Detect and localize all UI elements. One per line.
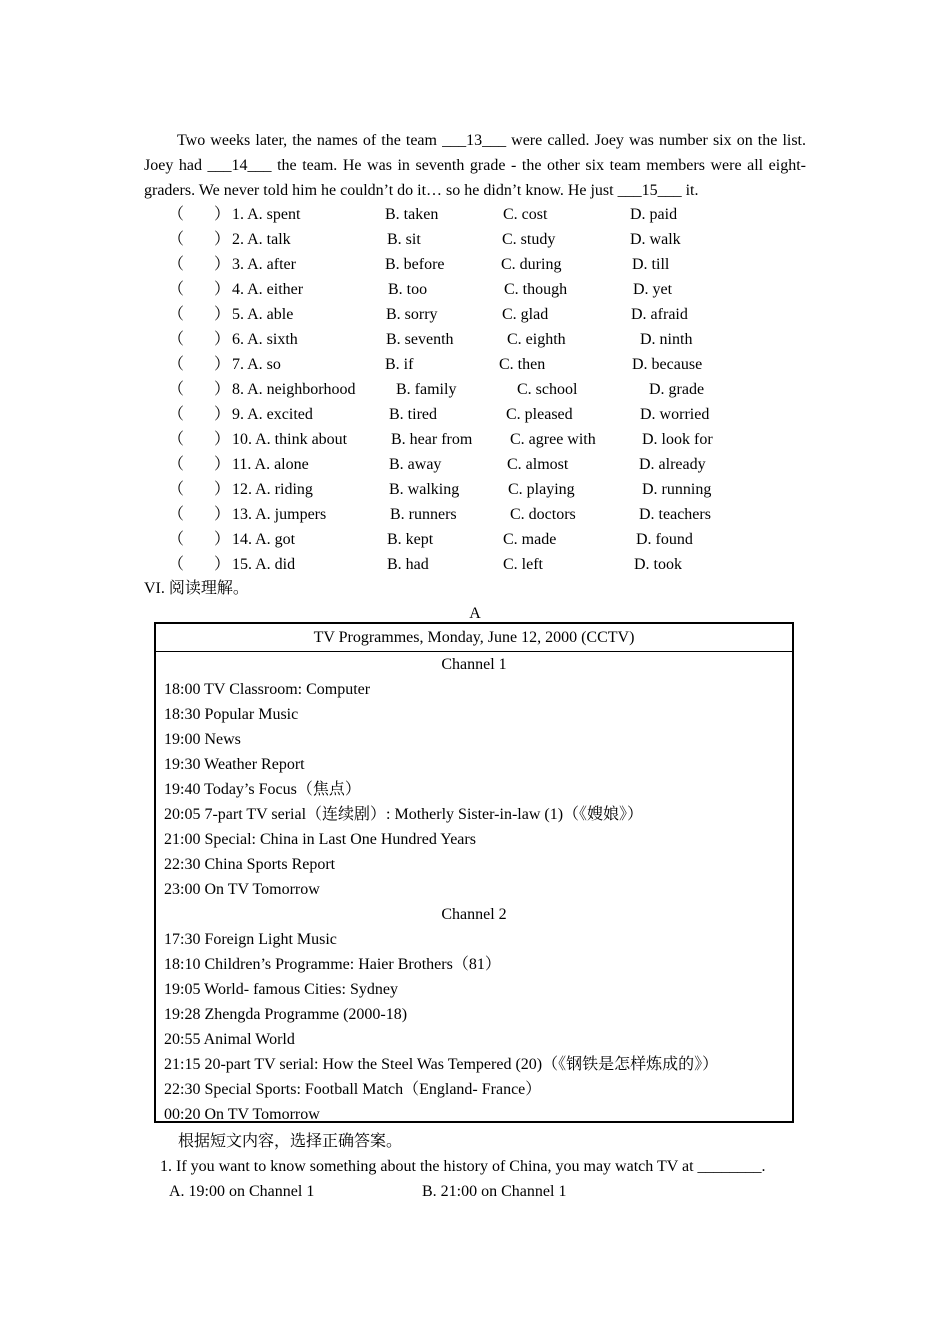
option-a: 11. A. alone xyxy=(232,456,309,473)
option-b: B. kept xyxy=(387,531,434,548)
programme-item: 23:00 On TV Tomorrow xyxy=(164,881,320,898)
left-paren: （ xyxy=(168,556,185,573)
option-d: D. worried xyxy=(640,406,710,423)
programme-item: 19:05 World- famous Cities: Sydney xyxy=(164,981,398,998)
programme-item: 20:05 7-part TV serial（连续剧）: Motherly Sister-in-law (1)（《嫂娘》） xyxy=(164,806,644,823)
channel-1-list xyxy=(156,677,792,902)
programme-item: 19:00 News xyxy=(164,731,241,748)
question-row xyxy=(0,402,950,427)
option-b: B. taken xyxy=(385,206,439,223)
question-row xyxy=(0,477,950,502)
option-b: B. too xyxy=(388,281,428,298)
option-d: D. already xyxy=(639,456,706,473)
question-row xyxy=(0,502,950,527)
option-b: B. hear from xyxy=(391,431,473,448)
option-d: D. look for xyxy=(642,431,713,448)
right-paren: ） xyxy=(214,281,231,298)
channel-1-title: Channel 1 xyxy=(441,656,507,673)
option-d: D. paid xyxy=(630,206,678,223)
option-b: B. 21:00 on Channel 1 xyxy=(422,1183,567,1200)
option-c: C. doctors xyxy=(510,506,576,523)
option-a: 12. A. riding xyxy=(232,481,313,498)
option-a: 8. A. neighborhood xyxy=(232,381,356,398)
programme-item: 19:30 Weather Report xyxy=(164,756,305,773)
left-paren: （ xyxy=(168,306,185,323)
option-c: C. study xyxy=(502,231,556,248)
option-d: D. because xyxy=(632,356,703,373)
question-row xyxy=(0,202,950,227)
left-paren: （ xyxy=(168,356,185,373)
right-paren: ） xyxy=(214,456,231,473)
right-paren: ） xyxy=(214,481,231,498)
option-c: C. playing xyxy=(508,481,575,498)
option-a: 5. A. able xyxy=(232,306,294,323)
right-paren: ） xyxy=(214,406,231,423)
programme-item: 19:40 Today’s Focus（焦点） xyxy=(164,781,361,798)
option-a: 3. A. after xyxy=(232,256,296,273)
question-row xyxy=(0,227,950,252)
option-d: D. afraid xyxy=(631,306,688,323)
programme-item: 18:00 TV Classroom: Computer xyxy=(164,681,371,698)
question-row xyxy=(0,427,950,452)
option-a: 14. A. got xyxy=(232,531,296,548)
option-d: D. yet xyxy=(633,281,673,298)
question-row xyxy=(0,277,950,302)
left-paren: （ xyxy=(168,406,185,423)
option-d: D. teachers xyxy=(639,506,711,523)
left-paren: （ xyxy=(168,281,185,298)
option-b: B. runners xyxy=(390,506,457,523)
programme-item: 20:55 Animal World xyxy=(164,1031,295,1048)
left-paren: （ xyxy=(168,531,185,548)
option-d: D. till xyxy=(632,256,670,273)
channel-2-title: Channel 2 xyxy=(441,906,507,923)
programme-item: 00:20 On TV Tomorrow xyxy=(164,1106,320,1123)
left-paren: （ xyxy=(168,256,185,273)
option-c: C. eighth xyxy=(507,331,566,348)
question-row xyxy=(0,352,950,377)
option-d: D. grade xyxy=(649,381,705,398)
left-paren: （ xyxy=(168,381,185,398)
question-row xyxy=(0,327,950,352)
programme-item: 21:00 Special: China in Last One Hundred Years xyxy=(164,831,476,848)
option-a: 13. A. jumpers xyxy=(232,506,327,523)
option-b: B. seventh xyxy=(386,331,454,348)
option-c: C. agree with xyxy=(510,431,596,448)
option-b: B. family xyxy=(396,381,457,398)
question-row xyxy=(0,527,950,552)
option-d: D. ninth xyxy=(640,331,693,348)
right-paren: ） xyxy=(214,331,231,348)
right-paren: ） xyxy=(214,306,231,323)
option-b: B. sit xyxy=(387,231,421,248)
right-paren: ） xyxy=(214,206,231,223)
channel-2-list xyxy=(156,927,792,1127)
question-row xyxy=(0,252,950,277)
right-paren: ） xyxy=(214,381,231,398)
section-title: VI. 阅读理解。 xyxy=(144,580,249,597)
passage-label: A xyxy=(469,605,481,622)
option-d: D. took xyxy=(634,556,682,573)
left-paren: （ xyxy=(168,506,185,523)
programme-item: 21:15 20-part TV serial: How the Steel Was Tempered (20)（《钢铁是怎样炼成的》） xyxy=(164,1056,719,1073)
left-paren: （ xyxy=(168,231,185,248)
option-b: B. walking xyxy=(389,481,460,498)
programme-item: 18:30 Popular Music xyxy=(164,706,299,723)
option-c: C. left xyxy=(503,556,543,573)
option-a: 7. A. so xyxy=(232,356,281,373)
programme-item: 22:30 China Sports Report xyxy=(164,856,336,873)
option-b: B. away xyxy=(389,456,442,473)
right-paren: ） xyxy=(214,256,231,273)
option-c: C. school xyxy=(517,381,578,398)
option-b: B. sorry xyxy=(386,306,438,323)
option-b: B. before xyxy=(385,256,445,273)
right-paren: ） xyxy=(214,431,231,448)
passage-paragraph: Two weeks later, the names of the team ___13___ were called. Joey was number six on the list. Joey had ___14___ the team. He was in seventh grade - the other six team members were all eight-graders. We never told him he couldn’t do it… so he didn’t know. He just ___15___ it. xyxy=(144,132,806,199)
option-b: B. tired xyxy=(389,406,437,423)
right-paren: ） xyxy=(214,356,231,373)
programme-item: 18:10 Children’s Programme: Haier Brothers（81） xyxy=(164,956,501,973)
option-a: 15. A. did xyxy=(232,556,296,573)
left-paren: （ xyxy=(168,206,185,223)
option-a: 9. A. excited xyxy=(232,406,313,423)
option-c: C. pleased xyxy=(506,406,573,423)
option-c: C. though xyxy=(504,281,568,298)
question-row xyxy=(0,452,950,477)
question-row xyxy=(0,377,950,402)
option-c: C. glad xyxy=(502,306,549,323)
option-b: B. had xyxy=(387,556,429,573)
programme-item: 17:30 Foreign Light Music xyxy=(164,931,337,948)
option-b: B. if xyxy=(385,356,414,373)
option-c: C. almost xyxy=(507,456,569,473)
table-header: TV Programmes, Monday, June 12, 2000 (CCTV) xyxy=(156,624,792,652)
option-a: A. 19:00 on Channel 1 xyxy=(169,1183,315,1200)
option-d: D. walk xyxy=(630,231,681,248)
tv-programme-table xyxy=(154,622,794,1123)
question-row xyxy=(0,552,950,577)
left-paren: （ xyxy=(168,331,185,348)
option-a: 1. A. spent xyxy=(232,206,301,223)
option-a: 2. A. talk xyxy=(232,231,291,248)
option-d: D. found xyxy=(636,531,693,548)
programme-item: 19:28 Zhengda Programme (2000-18) xyxy=(164,1006,408,1023)
option-c: C. then xyxy=(499,356,546,373)
right-paren: ） xyxy=(214,531,231,548)
option-c: C. cost xyxy=(503,206,548,223)
option-d: D. running xyxy=(642,481,712,498)
question-row xyxy=(0,302,950,327)
option-a: 4. A. either xyxy=(232,281,304,298)
option-c: C. during xyxy=(501,256,562,273)
option-c: C. made xyxy=(503,531,557,548)
option-a: 10. A. think about xyxy=(232,431,348,448)
reading-question-1: 1. If you want to know something about the history of China, you may watch TV at ________. xyxy=(160,1158,766,1175)
right-paren: ） xyxy=(214,506,231,523)
option-a: 6. A. sixth xyxy=(232,331,298,348)
instruction: 根据短文内容，选择正确答案。 xyxy=(178,1133,403,1150)
right-paren: ） xyxy=(214,556,231,573)
programme-item: 22:30 Special Sports: Football Match（England- France） xyxy=(164,1081,542,1098)
right-paren: ） xyxy=(214,231,231,248)
left-paren: （ xyxy=(168,456,185,473)
left-paren: （ xyxy=(168,481,185,498)
left-paren: （ xyxy=(168,431,185,448)
